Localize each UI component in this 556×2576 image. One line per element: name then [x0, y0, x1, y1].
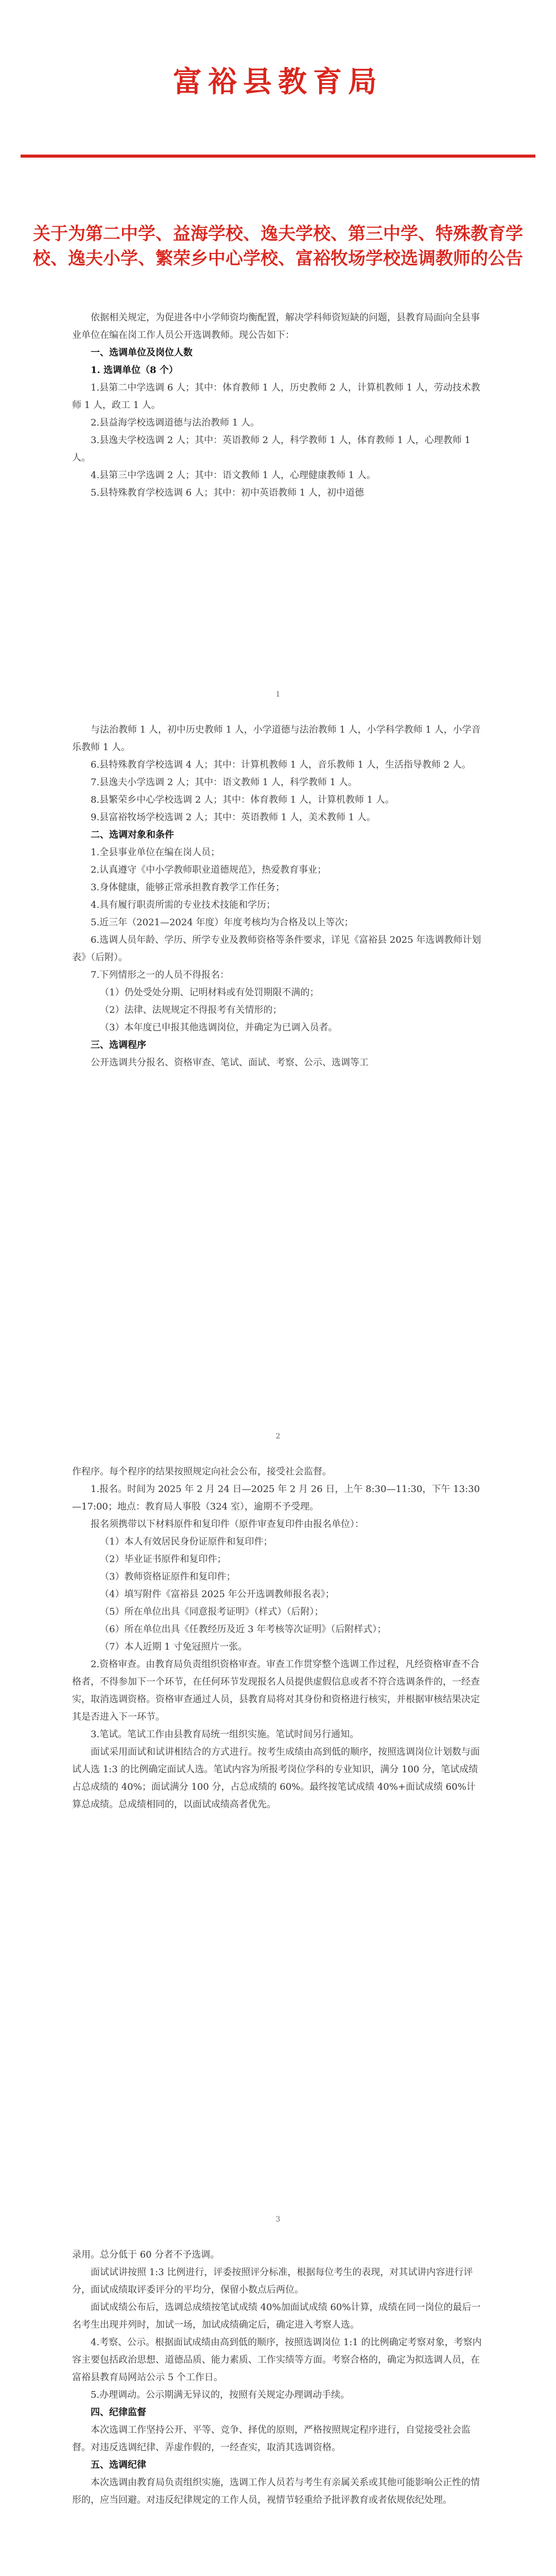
paragraph: （1）本人有效居民身份证原件和复印件； [100, 1536, 273, 1547]
subsection-heading: 1. 选调单位（8 个） [91, 365, 178, 376]
paragraph: 报名须携带以下材料原件和复印件（原件审查复印件由报名单位）： [91, 1519, 364, 1530]
section-heading: 二、选调对象和条件 [91, 829, 174, 840]
paragraph: 8.县繁荣乡中心学校选调 2 人；其中：体育教师 1 人，计算机教师 1 人。 [91, 794, 394, 805]
paragraph: 作程序。每个程序的结果按照规定向社会公布，接受社会监督。 [72, 1466, 332, 1477]
paragraph: （2）法律、法规规定不得报考有关情形的； [100, 1005, 282, 1015]
paragraph: 本次选调工作坚持公开、平等、竞争、择优的原则，严格按照规定程序进行，自觉接受社会监督。对违反选调纪律、弄虚作假的，一经查实，取消其选调资格。 [72, 2425, 471, 2453]
paragraph: （4）填写附件《富裕县 2025 年公开选调教师报名表》； [100, 1589, 335, 1600]
paragraph: （3）本年度已申报其他选调岗位，并确定为已调入员者。 [100, 1022, 338, 1033]
paragraph: 本次选调由教育局负责组织实施，选调工作人员若与考生有亲属关系或其他可能影响公正性的情形的，应当回避。对违反纪律规定的工作人员，视情节轻重给予批评教育或者依规依纪处理。 [72, 2477, 480, 2505]
paragraph: （6）所在单位出具《任教经历及近 3 年考核等次证明》（后附样式）； [100, 1624, 387, 1635]
paragraph: 2.认真遵守《中小学教师职业道德规范》，热爱教育事业； [91, 865, 327, 875]
paragraph: 2.资格审查。由教育局负责组织资格审查。审查工作贯穿整个选调工作过程，凡经资格审查不合格者，不得参加下一个环节，在任何环节发现报名人员提供虚假信息或者不符合选调条件的，一经查实，取消选调资格。资格审查通过人员，县教育局将对其身份和资格进行核实，并根据审核结果决定其是否进入下一环节。 [72, 1659, 480, 1722]
paragraph: 4.考察、公示。根据面试成绩由高到低的顺序，按照选调岗位 1:1 的比例确定考察对象，考察内容主要包括政治思想、道德品质、能力素质、工作实绩等方面。考察合格的，确定为拟选调人员，在富裕县教育局网站公示 5 个工作日。 [72, 2337, 482, 2383]
paragraph: 1.县第二中学选调 6 人；其中：体育教师 1 人，历史教师 2 人，计算机教师 1 人，劳动技术教师 1 人，政工 1 人。 [72, 382, 480, 411]
paragraph: 4.县第三中学选调 2 人；其中：语文教师 1 人，心理健康教师 1 人。 [91, 470, 376, 481]
page-number: 2 [275, 1432, 281, 1440]
paragraph: 3.县逸夫学校选调 2 人；其中：英语教师 2 人，科学教师 1 人，体育教师 1 人，心理教师 1 人。 [72, 435, 471, 463]
paragraph: 7.县逸夫小学选调 2 人；其中：语文教师 1 人，科学教师 1 人。 [91, 777, 357, 788]
page-3-body [72, 1463, 484, 1814]
paragraph: 4.具有履行职责所需的专业技术技能和学历； [91, 900, 276, 910]
paragraph: （1）仍处受处分期、记明材料或有处罚期限不满的； [100, 987, 319, 998]
paragraph: 5.近三年（2021—2024 年度）年度考核均为合格及以上等次； [91, 917, 354, 928]
paragraph: 2.县益海学校选调道德与法治教师 1 人。 [91, 417, 260, 428]
section-heading: 五、选调纪律 [91, 2460, 146, 2470]
issuer-title: 富裕县教育局 [173, 65, 383, 99]
paragraph: 与法治教师 1 人，初中历史教师 1 人，小学道德与法治教师 1 人，小学科学教师 1 人，小学音乐教师 1 人。 [72, 724, 481, 753]
section-heading: 三、选调程序 [91, 1040, 146, 1050]
page-4-body [72, 2246, 484, 2509]
paragraph: 面试试讲按照 1:3 比例进行，评委按照评分标准，根据每位考生的表现，对其试讲内容进行评分，面试成绩取评委评分的平均分，保留小数点后两位。 [72, 2267, 473, 2295]
section-heading: 四、纪律监督 [91, 2407, 146, 2418]
paragraph: （2）毕业证书原件和复印件； [100, 1554, 227, 1565]
paragraph: 公开选调共分报名、资格审查、笔试、面试、考察、公示、选调等工 [91, 1057, 369, 1068]
paragraph: 3.笔试。笔试工作由县教育局统一组织实施。笔试时间另行通知。 [91, 1729, 359, 1740]
notice-title: 关于为第二中学、益海学校、逸夫学校、第三中学、特殊教育学校、逸夫小学、繁荣乡中心学校、富裕牧场学校选调教师的公告 [33, 224, 523, 269]
document-header [0, 0, 556, 185]
page-number: 3 [275, 2215, 281, 2224]
paragraph: 5.县特殊教育学校选调 6 人；其中：初中英语教师 1 人，初中道德 [91, 487, 364, 498]
header-red-rule [21, 155, 535, 158]
paragraph: 面试成绩公布后，选调总成绩按笔试成绩 40%加面试成绩 60%计算，成绩在同一岗位的最后一名考生出现并列时，加试一场，加试成绩确定后，确定进入考察人选。 [72, 2302, 481, 2330]
paragraph: （3）教师资格证原件和复印件； [100, 1571, 236, 1582]
paragraph: 3.身体健康，能够正常承担教育教学工作任务； [91, 882, 285, 893]
paragraph: 6.县特殊教育学校选调 4 人；其中：计算机教师 1 人，音乐教师 1 人，生活指导教师 2 人。 [91, 759, 471, 770]
paragraph: 9.县富裕牧场学校选调 2 人；其中：英语教师 1 人，美术教师 1 人。 [91, 812, 376, 823]
paragraph: 面试采用面试和试讲相结合的方式进行。按考生成绩由高到低的顺序，按照选调岗位计划数与面试人选 1:3 的比例确定面试人选。笔试内容为所报考岗位学科的专业知识，满分 100 分，笔试成绩占总成绩的 40%；面试满分 100 分，占总成绩的 60%。最终按笔试成绩 40%+面试成绩 60%计算总成绩。总成绩相同的，以面试成绩高者优先。 [72, 1747, 480, 1810]
paragraph: （7）本人近期 1 寸免冠照片一张。 [100, 1641, 248, 1652]
paragraph: 7.下列情形之一的人员不得报名： [91, 970, 230, 980]
paragraph: 6.选调人员年龄、学历、所学专业及教师资格等条件要求，详见《富裕县 2025 年选调教师计划表》（后附）。 [72, 935, 481, 963]
page-2-body [72, 721, 484, 1072]
paragraph: 1.全县事业单位在编在岗人员； [91, 847, 220, 858]
paragraph: 1.报名。时间为 2025 年 2 月 24 日—2025 年 2 月 26 日，上午 8:30—11:30，下午 13:30—17:00；地点：教育局人事股（324 室），逾期不予受理。 [72, 1484, 480, 1512]
paragraph: （5）所在单位出具《同意报考证明》（样式）（后附）； [100, 1606, 324, 1617]
paragraph: 5.办理调动。公示期满无异议的，按照有关规定办理调动手续。 [91, 2389, 350, 2400]
page-number: 1 [275, 690, 281, 699]
page-1-body [72, 309, 484, 502]
paragraph: 依据相关规定，为促进各中小学师资均衡配置，解决学科师资短缺的问题，县教育局面向全县事业单位在编在岗工作人员公开选调教师。现公告如下： [72, 312, 480, 341]
paragraph: 录用。总分低于 60 分者不予选调。 [72, 2249, 220, 2260]
section-heading: 一、选调单位及岗位人数 [91, 347, 193, 358]
